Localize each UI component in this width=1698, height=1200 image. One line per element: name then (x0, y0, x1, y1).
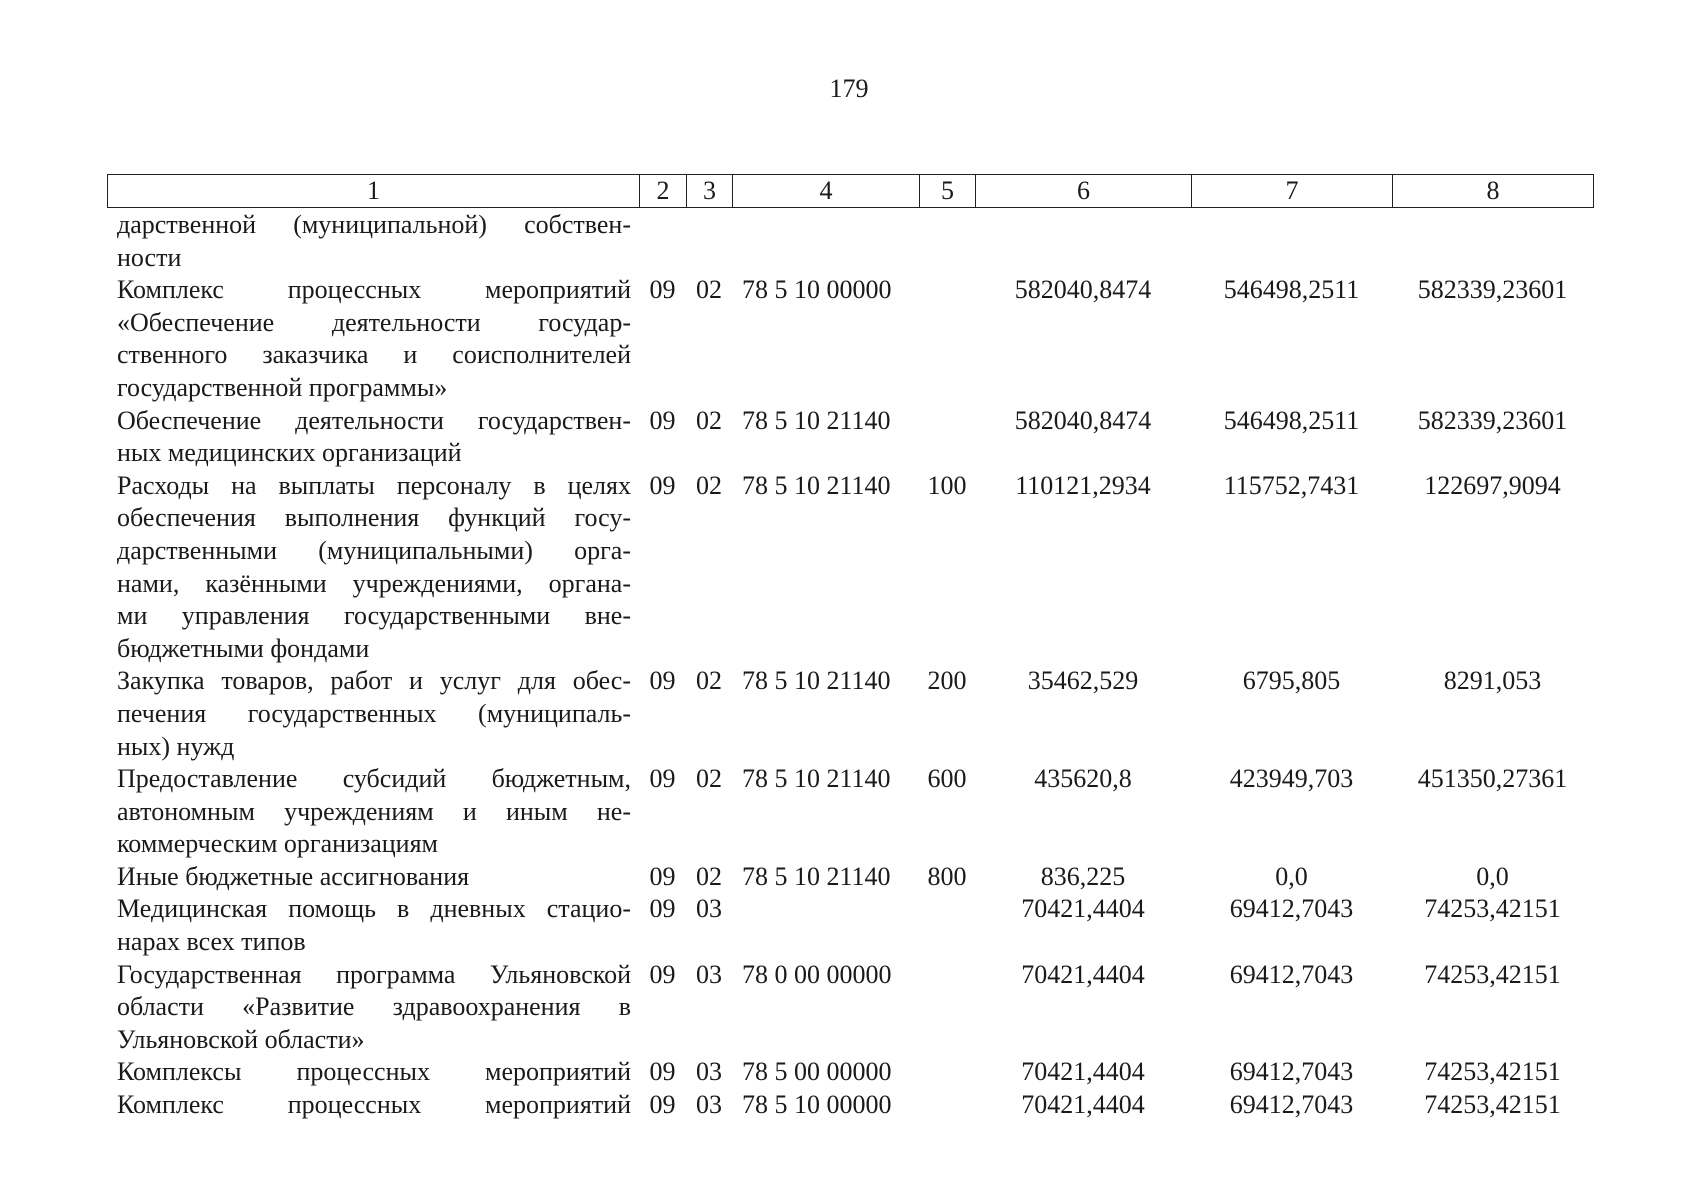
target-article-code: 78 0 00 00000 (742, 959, 892, 989)
amount-year-1: 70421,4404 (1021, 1057, 1145, 1087)
amount-year-3: 122697,9094 (1424, 470, 1561, 500)
section-code: 09 (649, 470, 676, 500)
amount-year-2: 546498,2511 (1223, 275, 1360, 305)
target-article-code: 78 5 10 00000 (742, 1090, 892, 1120)
target-article-code: 78 5 10 00000 (742, 275, 892, 305)
amount-year-2: 69412,7043 (1229, 894, 1354, 924)
amount-year-3: 582339,23601 (1417, 275, 1568, 305)
amount-year-1: 435620,8 (1034, 764, 1132, 794)
section-code (639, 209, 686, 274)
column-header: 6 (976, 175, 1192, 208)
column-header: 5 (920, 175, 976, 208)
section-code: 09 (649, 894, 676, 924)
row-description (107, 665, 639, 763)
target-article-code (732, 209, 919, 274)
description-line: печения государственных (муниципаль- (117, 698, 631, 728)
subsection-code: 02 (696, 861, 722, 891)
amount-year-1: 110121,2934 (1015, 470, 1151, 500)
page-number: 179 (829, 74, 869, 103)
amount-year-2 (1191, 209, 1392, 274)
amount-year-2: 69412,7043 (1229, 959, 1354, 989)
target-article-code: 78 5 10 21140 (742, 764, 891, 794)
target-article-code: 78 5 10 21140 (742, 861, 891, 891)
table-row (107, 861, 1593, 894)
amount-year-1: 836,225 (1040, 861, 1126, 891)
amount-year-2: 423949,703 (1229, 764, 1354, 794)
amount-year-2: 69412,7043 (1229, 1057, 1354, 1087)
table-row (107, 763, 1593, 861)
expense-type-code: 800 (927, 861, 967, 891)
expense-type-code: 100 (927, 470, 967, 500)
description-line: ми управления государственными вне- (117, 601, 631, 631)
column-header: 7 (1192, 175, 1393, 208)
table-row (107, 1089, 1593, 1122)
amount-year-1: 582040,8474 (1014, 275, 1152, 305)
table-row (107, 274, 1593, 404)
amount-year-3: 74253,42151 (1424, 894, 1561, 924)
amount-year-2: 546498,2511 (1223, 405, 1360, 435)
row-description (107, 763, 639, 861)
section-code: 09 (649, 861, 676, 891)
description-line: нарах всех типов (117, 927, 306, 957)
description-line: Комплекс процессных мероприятий (117, 275, 631, 305)
description-line: обеспечения выполнения функций госу- (117, 503, 631, 533)
description-line: коммерческим организациям (117, 829, 439, 859)
row-description (107, 861, 639, 894)
column-header: 1 (108, 175, 640, 208)
section-code: 09 (649, 1057, 676, 1087)
column-header-table (107, 174, 1594, 208)
row-description (107, 1056, 639, 1089)
column-header: 3 (687, 175, 733, 208)
table-row (107, 665, 1593, 763)
description-line: Медицинская помощь в дневных стацио- (117, 894, 631, 924)
amount-year-1: 70421,4404 (1021, 959, 1145, 989)
row-description (107, 959, 639, 1057)
section-code: 09 (649, 666, 676, 696)
column-header: 2 (640, 175, 687, 208)
description-line: ных) нужд (117, 731, 235, 761)
description-line: нами, казёнными учреждениями, органа- (117, 568, 631, 598)
description-line: Иные бюджетные ассигнования (117, 861, 470, 891)
expense-type-code (919, 274, 975, 404)
description-line: ности (117, 242, 182, 272)
description-line: дарственными (муниципальными) орга- (117, 535, 631, 565)
table-row (107, 959, 1593, 1057)
section-code: 09 (649, 405, 676, 435)
target-article-code: 78 5 10 21140 (742, 666, 891, 696)
row-description (107, 405, 639, 470)
budget-table (107, 209, 1593, 1122)
expense-type-code: 600 (927, 764, 967, 794)
column-header-row (108, 175, 1594, 208)
description-line: государственной программы» (117, 372, 448, 402)
table-row (107, 893, 1593, 958)
expense-type-code: 200 (927, 666, 967, 696)
description-line: Обеспечение деятельности государствен- (117, 405, 631, 435)
description-line: дарственной (муниципальной) собствен- (117, 210, 631, 239)
subsection-code (686, 209, 732, 274)
amount-year-1 (975, 209, 1191, 274)
amount-year-1: 35462,529 (1027, 666, 1139, 696)
section-code: 09 (649, 1090, 676, 1120)
column-header: 8 (1393, 175, 1594, 208)
target-article-code: 78 5 00 00000 (742, 1057, 892, 1087)
subsection-code: 03 (696, 894, 722, 924)
expense-type-code (919, 1089, 975, 1122)
expense-type-code (919, 959, 975, 1057)
target-article-code: 78 5 10 21140 (742, 470, 891, 500)
description-line: Предоставление субсидий бюджетным, (117, 764, 631, 794)
amount-year-1: 582040,8474 (1014, 405, 1152, 435)
row-description (107, 893, 639, 958)
table-row (107, 405, 1593, 470)
expense-type-code (919, 209, 975, 274)
description-line: автономным учреждениям и иным не- (117, 796, 631, 826)
row-description (107, 274, 639, 404)
subsection-code: 03 (696, 1090, 722, 1120)
description-line: Закупка товаров, работ и услуг для обес- (117, 666, 631, 696)
amount-year-3: 74253,42151 (1424, 959, 1561, 989)
target-article-code: 78 5 10 21140 (742, 405, 891, 435)
table-row (107, 209, 1593, 274)
row-description (107, 470, 639, 666)
description-line: «Обеспечение деятельности государ- (117, 307, 631, 337)
expense-type-code (919, 405, 975, 470)
section-code: 09 (649, 959, 676, 989)
column-header: 4 (733, 175, 920, 208)
expense-type-code (919, 1056, 975, 1089)
amount-year-3: 8291,053 (1443, 666, 1542, 696)
amount-year-3: 451350,27361 (1417, 764, 1568, 794)
amount-year-1: 70421,4404 (1021, 1090, 1145, 1120)
subsection-code: 02 (696, 405, 722, 435)
amount-year-3: 582339,23601 (1417, 405, 1568, 435)
section-code: 09 (649, 764, 676, 794)
section-code: 09 (649, 275, 676, 305)
amount-year-2: 6795,805 (1242, 666, 1341, 696)
description-line: Государственная программа Ульяновской (117, 959, 631, 989)
subsection-code: 02 (696, 764, 722, 794)
expense-type-code (919, 893, 975, 958)
description-line: Комплекс процессных мероприятий (117, 1090, 631, 1120)
description-line: ных медицинских организаций (117, 438, 462, 468)
subsection-code: 03 (696, 1057, 722, 1087)
subsection-code: 02 (696, 275, 722, 305)
description-line: области «Развитие здравоохранения в (117, 992, 631, 1022)
amount-year-3: 74253,42151 (1424, 1090, 1561, 1120)
description-line: Комплексы процессных мероприятий (117, 1057, 631, 1087)
table-row (107, 1056, 1593, 1089)
subsection-code: 02 (696, 666, 722, 696)
amount-year-3: 0,0 (1476, 861, 1509, 891)
description-line: Расходы на выплаты персоналу в целях (117, 470, 631, 500)
amount-year-2: 115752,7431 (1223, 470, 1360, 500)
subsection-code: 02 (696, 470, 722, 500)
description-line: Ульяновской области» (117, 1024, 365, 1054)
row-description (107, 1089, 639, 1122)
amount-year-2: 0,0 (1275, 861, 1308, 891)
description-line: бюджетными фондами (117, 633, 370, 663)
amount-year-3 (1392, 209, 1593, 274)
amount-year-1: 70421,4404 (1021, 894, 1145, 924)
description-line: ственного заказчика и соисполнителей (117, 340, 631, 370)
table-row (107, 470, 1593, 666)
amount-year-2: 69412,7043 (1229, 1090, 1354, 1120)
row-description (107, 209, 639, 274)
subsection-code: 03 (696, 959, 722, 989)
amount-year-3: 74253,42151 (1424, 1057, 1561, 1087)
target-article-code (732, 893, 919, 958)
